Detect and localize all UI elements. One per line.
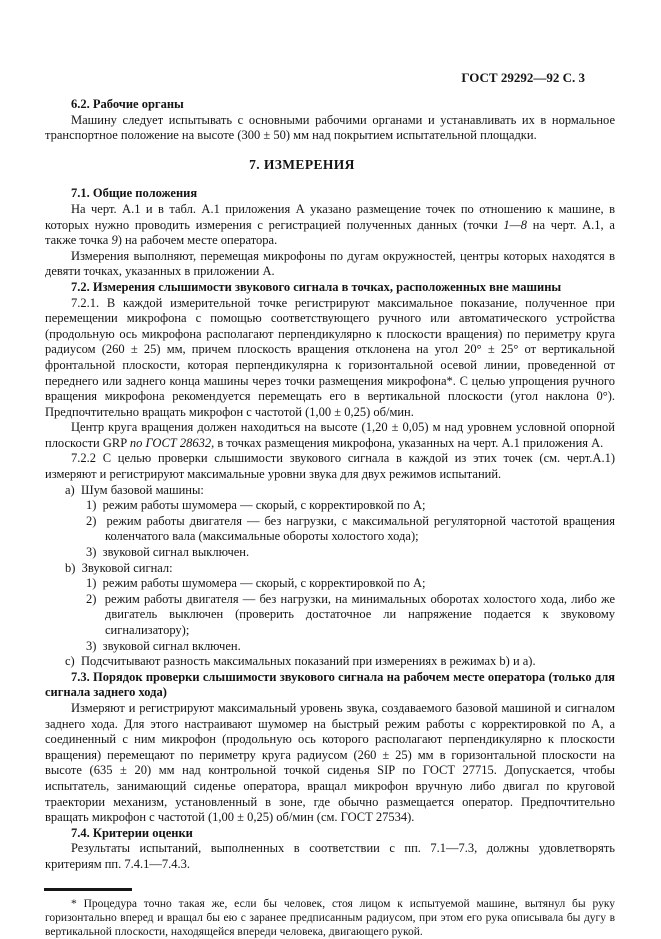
section-heading: 7.4. Критерии оценки: [45, 826, 615, 842]
list-item-level-2: 1) режим работы шумомера — скорый, с корректировкой по А;: [45, 576, 615, 592]
list-item-level-1: b) Звуковой сигнал:: [45, 561, 615, 577]
list-item-level-1: с) Подсчитывают разность максимальных показаний при измерениях в режимах b) и а).: [45, 654, 615, 670]
footnote-text: * Процедура точно такая же, если бы человек, стоя лицом к испытуемой машине, вытянул бы руку горизонтально вперед и вращал бы ею с заранее предписанным радиусом, при этом его рука описывала бы дугу в вертикальной плоскости, находящейся впереди человека, двигающего рукой.: [45, 897, 615, 939]
list-item-level-2: 3) звуковой сигнал выключен.: [45, 545, 615, 561]
list-item-level-1: а) Шум базовой машины:: [45, 483, 615, 499]
list-item-level-2: 3) звуковой сигнал включен.: [45, 639, 615, 655]
section-heading: 7.1. Общие положения: [45, 186, 615, 202]
document-body: [45, 97, 615, 873]
footnote-rule: [44, 888, 132, 891]
section-heading: 6.2. Рабочие органы: [45, 97, 615, 113]
page-header-label: ГОСТ 29292—92 С. 3: [45, 70, 615, 86]
list-item-level-2: 2) режим работы двигателя — без нагрузки, с максимальной регуляторной частотой вращения коленчатого вала (максимальные обороты холостого хода);: [45, 514, 615, 545]
section-heading: 7.3. Порядок проверки слышимости звукового сигнала на рабочем месте оператора (только для сигнала заднего хода): [45, 670, 615, 701]
paragraph: Результаты испытаний, выполненных в соответствии с пп. 7.1—7.3, должны удовлетворять критериям пп. 7.4.1—7.4.3.: [45, 841, 615, 872]
list-item-level-2: 2) режим работы двигателя — без нагрузки, на минимальных оборотах холостого хода, либо же двигатель выключен (проверить достаточное ли напряжение подается к звуковому сигнализатору);: [45, 592, 615, 639]
list-item-level-2: 1) режим работы шумомера — скорый, с корректировкой по А;: [45, 498, 615, 514]
paragraph: 7.2.2 С целью проверки слышимости звукового сигнала в каждой из этих точек (см. черт.А.1) измеряют и регистрируют максимальные уровни звука для двух режимов испытаний.: [45, 451, 615, 482]
paragraph: 7.2.1. В каждой измерительной точке регистрируют максимальное показание, полученное при перемещении микрофона с помощью соответствующего ручного или автоматического устройства (продольную ось микрофона располагают перпендикулярно к плоскости вращения) по периметру круга радиусом (260 ± 25) мм, причем плоскость вращения отклонена на угол 20° ± 25° от вертикальной фронтальной плоскости, которая перпендикулярна к горизонтальной осевой линии, проведенной от переднего или заднего конца машины через точки размещения микрофона*. С целью упрощения ручного вращения микрофона рекомендуется перемещать его в вертикальной плоскости (угол наклона 0°). Предпочтительно вращать микрофон с частотой (1,00 ± 0,25) об/мин.: [45, 296, 615, 421]
paragraph: Центр круга вращения должен находиться на высоте (1,20 ± 0,05) м над уровнем условной опорной плоскости GRP по ГОСТ 28632, в точках размещения микрофона, указанных на черт. А.1 приложения А.: [45, 420, 615, 451]
chapter-heading: 7. ИЗМЕРЕНИЯ: [45, 157, 615, 173]
paragraph: Измерения выполняют, перемещая микрофоны по дугам окружностей, центры которых находятся в девяти точках, указанных в приложении А.: [45, 249, 615, 280]
section-heading: 7.2. Измерения слышимости звукового сигнала в точках, расположенных вне машины: [45, 280, 615, 296]
paragraph: На черт. А.1 и в табл. А.1 приложения А указано размещение точек по отношению к машине, в которых нужно проводить измерения с регистрацией полученных данных (точки 1—8 на черт. А.1, а также точка 9) на рабочем месте оператора.: [45, 202, 615, 249]
paragraph: Измеряют и регистрируют максимальный уровень звука, создаваемого базовой машиной и сигналом заднего хода. Для этого настраивают шумомер на быстрый режим работы с корректировкой по А, а соединенный с ним микрофон (продольную ось которого располагают перпендикулярно к плоскости вращения) перемещают по периметру круга радиусом (260 ± 25) мм в горизонтальной плоскости на высоте (635 ± 20) мм над контрольной точкой сиденья SIP по ГОСТ 27715. Допускается, чтобы испытатель, занимающий сиденье оператора, вращал микрофон вручную либо двигал по круговой траектории механизм, установленный в зоне, где обычно размещается оператор. Предпочтительно вращать микрофон с частотой (1,00 ± 0,25) об/мин (см. ГОСТ 27534).: [45, 701, 615, 826]
paragraph: Машину следует испытывать с основными рабочими органами и устанавливать их в нормальное транспортное положение на высоте (300 ± 50) мм над покрытием испытательной площадки.: [45, 113, 615, 144]
